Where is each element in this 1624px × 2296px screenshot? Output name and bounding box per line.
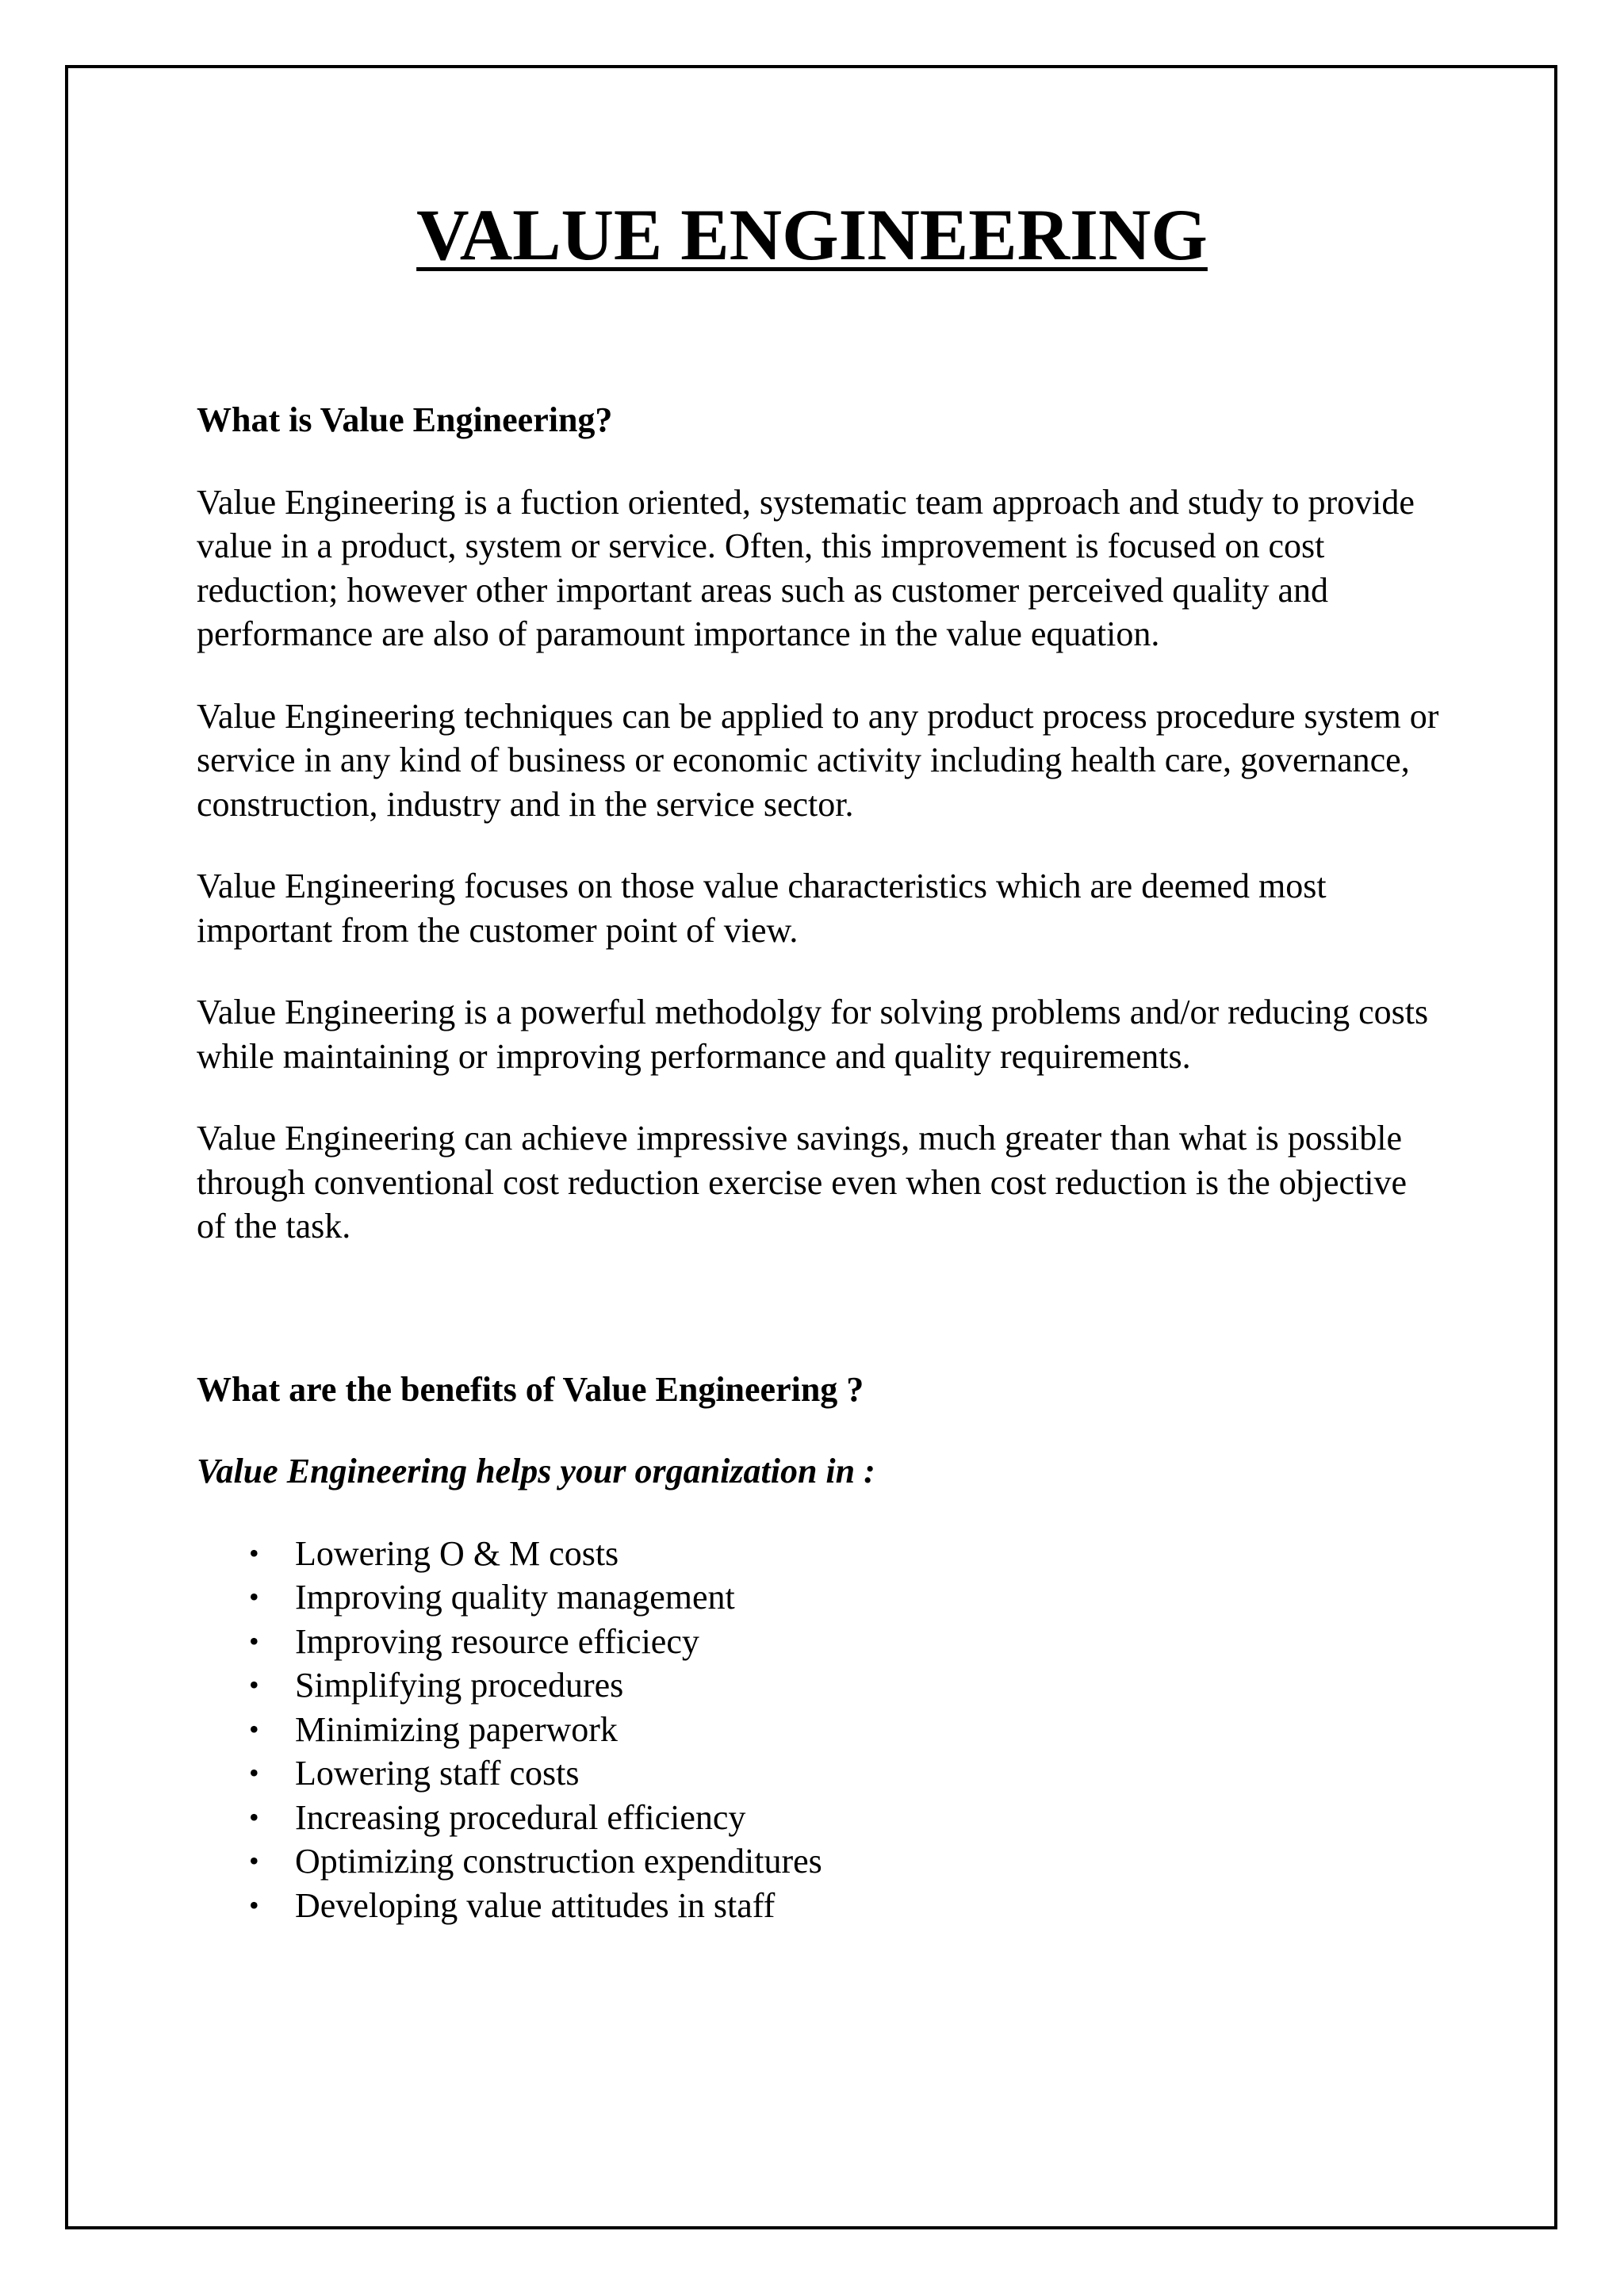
list-item [197, 1620, 1442, 1664]
section-heading-benefits: What are the benefits of Value Engineering ? [197, 1369, 864, 1409]
list-item-text: Improving quality management [295, 1578, 735, 1617]
bullet-icon: • [249, 1581, 259, 1613]
list-item [197, 1575, 1442, 1620]
list-item-text: Increasing procedural efficiency [295, 1797, 746, 1837]
list-item-text: Improving resource efficiecy [295, 1621, 699, 1661]
list-item-text: Developing value attitudes in staff [295, 1885, 776, 1925]
bullet-icon: • [249, 1669, 259, 1701]
bullet-icon: • [249, 1845, 259, 1877]
list-item [197, 1884, 1442, 1928]
list-item [197, 1751, 1442, 1796]
document-body [197, 398, 1442, 1927]
bullet-icon: • [249, 1536, 259, 1569]
paragraph-techniques: Value Engineering techniques can be applied to any product process procedure system or service in any kind of business or economic activity including health care, governance, construction, industry and in the service sector. [197, 696, 1439, 824]
bullet-icon: • [249, 1888, 259, 1921]
list-item-text: Lowering staff costs [295, 1754, 580, 1793]
paragraph-methodology: Value Engineering is a powerful methodolgy for solving problems and/or reducing costs while maintaining or improving performance and quality requirements. [197, 993, 1429, 1076]
list-item [197, 1839, 1442, 1884]
bullet-icon: • [249, 1800, 259, 1833]
list-item-text: Minimizing paperwork [295, 1709, 618, 1749]
list-item [197, 1796, 1442, 1840]
bullet-icon: • [249, 1757, 259, 1789]
benefits-list [197, 1532, 1442, 1928]
bullet-icon: • [249, 1712, 259, 1745]
document-title: VALUE ENGINEERING [416, 194, 1208, 275]
paragraph-savings: Value Engineering can achieve impressive savings, much greater than what is possible through conventional cost reduction exercise even when cost reduction is the objective of the task. [197, 1119, 1408, 1246]
list-item-text: Lowering O & M costs [295, 1533, 619, 1573]
list-item-text: Optimizing construction expenditures [295, 1842, 822, 1881]
list-item-text: Simplifying procedures [295, 1666, 624, 1705]
list-item [197, 1663, 1442, 1708]
paragraph-focus: Value Engineering focuses on those value characteristics which are deemed most important from the customer point of view. [197, 867, 1327, 950]
benefits-subheading: Value Engineering helps your organization in : [197, 1452, 875, 1490]
section-heading-what-is: What is Value Engineering? [197, 400, 613, 439]
list-item [197, 1708, 1442, 1752]
paragraph-definition: Value Engineering is a fuction oriented, systematic team approach and study to provide value in a product, system or service. Often, this improvement is focused on cost reduction; however other important areas such as customer perceived quality and performance are also of paramount importance in the value equation. [197, 482, 1415, 653]
bullet-icon: • [249, 1624, 259, 1657]
list-item [197, 1532, 1442, 1576]
